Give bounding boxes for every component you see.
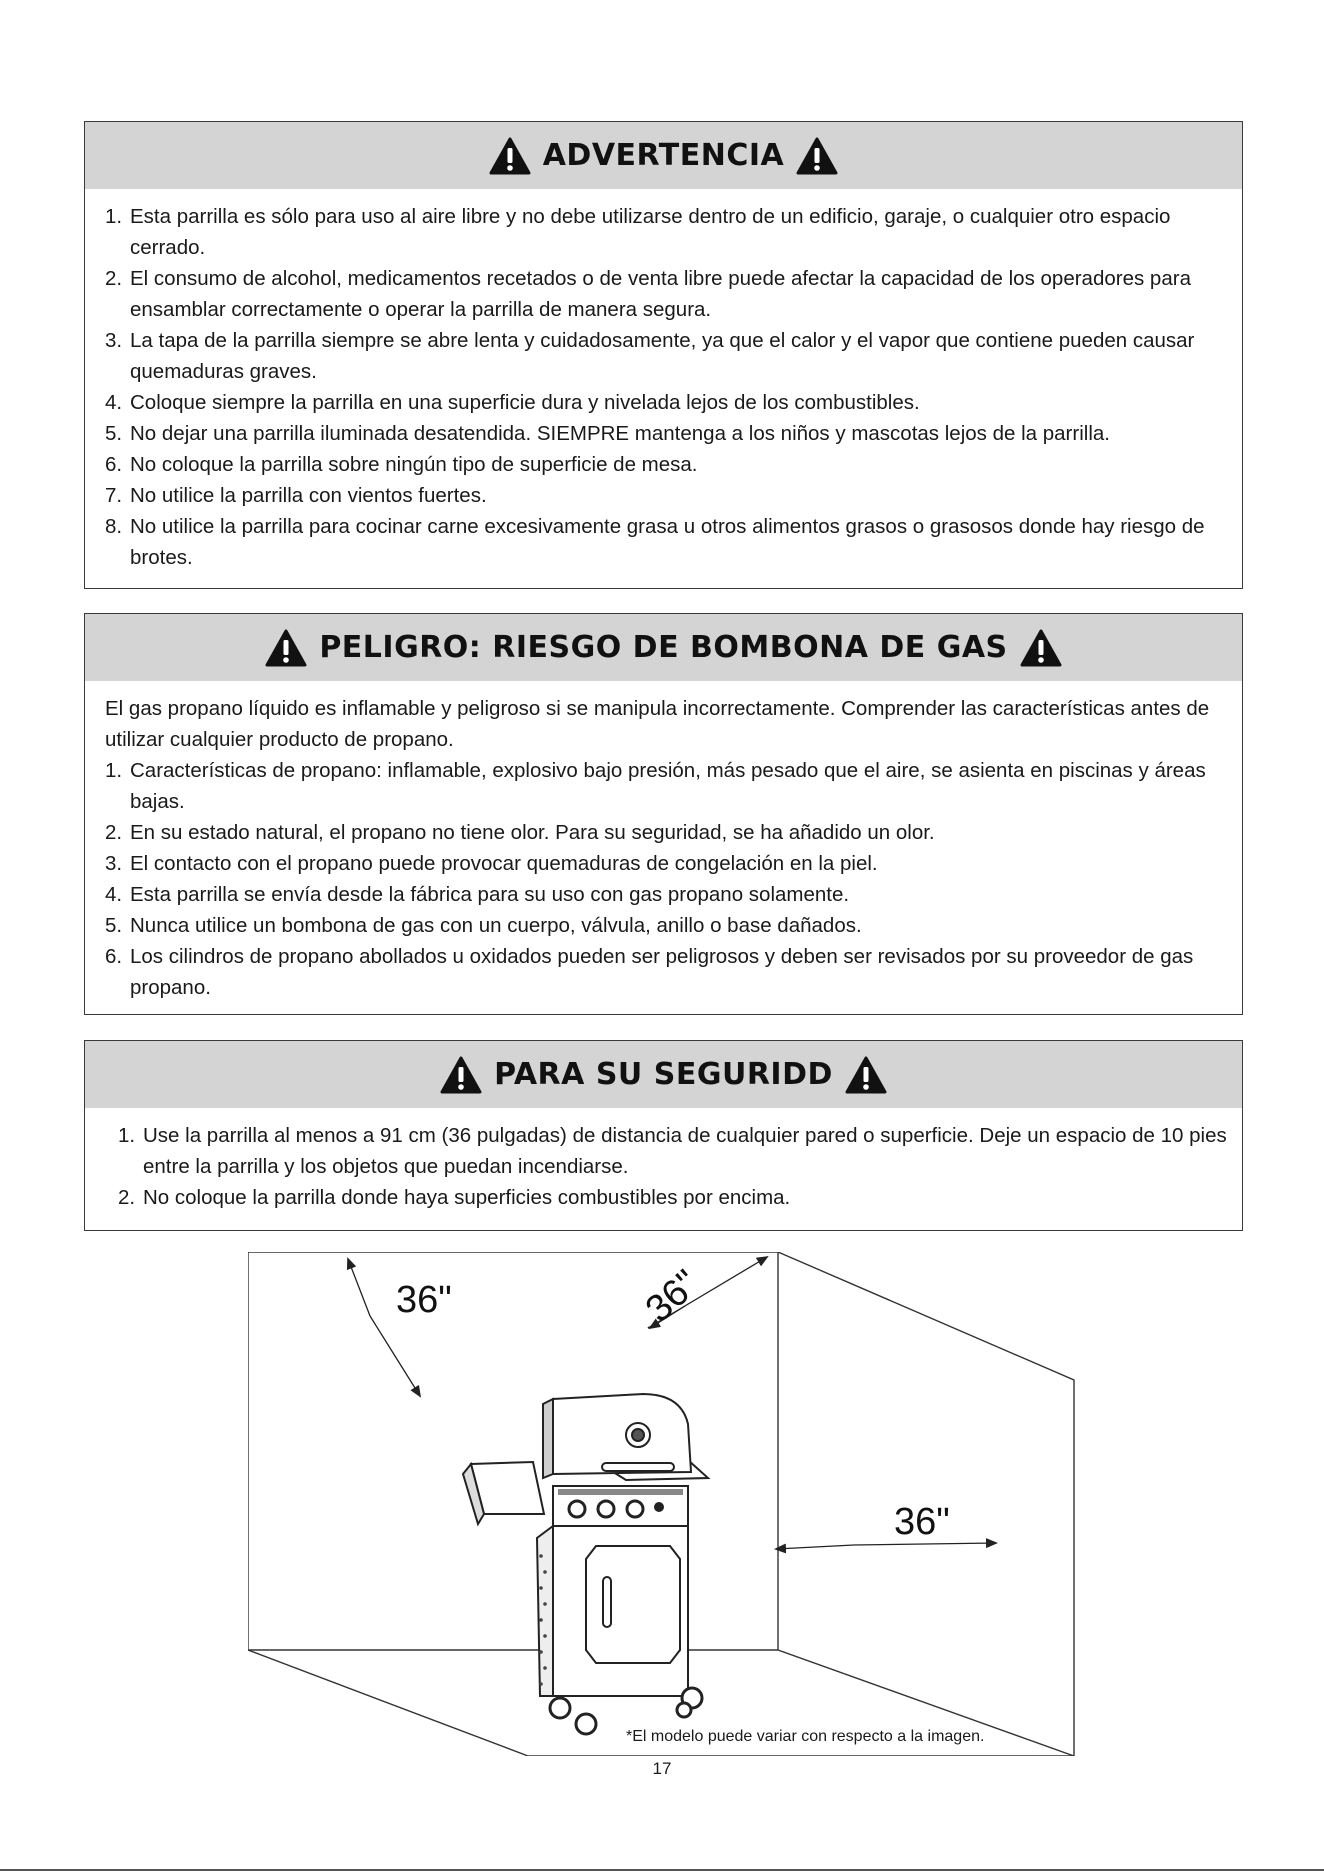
item-number: 7.: [105, 484, 123, 507]
left-dimension-label: 36": [396, 1279, 452, 1321]
warning-triangle-icon: [845, 1056, 887, 1094]
warning-list: [105, 201, 1228, 573]
item-number: 1.: [118, 1124, 136, 1147]
safety-section: [84, 1040, 1243, 1231]
section-title: PARA SU SEGURIDD: [494, 1057, 833, 1092]
list-item: [105, 1182, 1228, 1213]
warning-triangle-icon: [440, 1056, 482, 1094]
page-number: 17: [652, 1759, 672, 1778]
item-text: Nunca utilice un bombona de gas con un cuerpo, válvula, anillo o base dañados.: [130, 914, 862, 937]
item-number: 1.: [105, 759, 123, 782]
item-text: No utilice la parrilla para cocinar carne excesivamente grasa u otros alimentos grasos o grasosos donde hay riesgo de brotes.: [130, 515, 1205, 569]
section-body: [85, 1108, 1242, 1227]
list-item: [105, 511, 1228, 573]
clearance-illustration: [248, 1252, 1078, 1756]
item-text: La tapa de la parrilla siempre se abre lenta y cuidadosamente, ya que el calor y el vapor que contiene pueden causar quemaduras graves.: [130, 329, 1195, 383]
item-text: Coloque siempre la parrilla en una superficie dura y nivelada lejos de los combustibles.: [130, 391, 920, 414]
item-text: El consumo de alcohol, medicamentos recetados o de venta libre puede afectar la capacidad de los operadores para ensamblar correctamente o operar la parrilla de manera segura.: [130, 267, 1191, 321]
item-text: El contacto con el propano puede provocar quemaduras de congelación en la piel.: [130, 852, 878, 875]
item-number: 2.: [118, 1186, 136, 1209]
right-clearance-arrow: [776, 1545, 854, 1549]
warning-triangle-icon: [489, 137, 531, 175]
left-clearance-arrow: [348, 1259, 370, 1316]
item-text: Use la parrilla al menos a 91 cm (36 pulgadas) de distancia de cualquier pared o superficie. Deje un espacio de 10 pies entre la parrilla y los objetos que puedan incendiarse.: [143, 1124, 1227, 1178]
list-item: [105, 910, 1228, 941]
list-item: [105, 418, 1228, 449]
item-text: Características de propano: inflamable, explosivo bajo presión, más pesado que el aire, se asienta en piscinas y áreas bajas.: [130, 759, 1206, 813]
figure-caption: *El modelo puede variar con respecto a la imagen.: [626, 1728, 985, 1745]
item-number: 6.: [105, 453, 123, 476]
intro-paragraph: El gas propano líquido es inflamable y peligroso si se manipula incorrectamente. Comprender las características antes de utilizar cualquier producto de propano.: [105, 697, 1210, 751]
item-number: 8.: [105, 515, 123, 538]
item-text: Esta parrilla es sólo para uso al aire libre y no debe utilizarse dentro de un edificio, garaje, o cualquier otro espacio cerrado.: [130, 205, 1171, 259]
item-text: Esta parrilla se envía desde la fábrica para su uso con gas propano solamente.: [130, 883, 850, 906]
item-text: No utilice la parrilla con vientos fuertes.: [130, 484, 487, 507]
warning-section: [84, 121, 1243, 589]
right-dimension-label: 36": [894, 1501, 950, 1543]
item-number: 1.: [105, 205, 123, 228]
safety-list: [105, 1120, 1228, 1213]
item-number: 3.: [105, 329, 123, 352]
item-number: 4.: [105, 391, 123, 414]
item-text: No coloque la parrilla donde haya superficies combustibles por encima.: [143, 1186, 791, 1209]
danger-section: [84, 613, 1243, 1015]
item-text: No coloque la parrilla sobre ningún tipo de superficie de mesa.: [130, 453, 698, 476]
list-item: [105, 387, 1228, 418]
section-title: ADVERTENCIA: [542, 138, 785, 173]
list-item: [105, 201, 1228, 263]
grill-clearance-diagram: [248, 1252, 1078, 1756]
list-item: [105, 848, 1228, 879]
section-header: [85, 614, 1242, 681]
list-item: [105, 449, 1228, 480]
item-number: 5.: [105, 914, 123, 937]
section-header: [85, 1041, 1242, 1108]
list-item: [105, 263, 1228, 325]
grill-drawing: [463, 1394, 708, 1734]
warning-triangle-icon: [796, 137, 838, 175]
section-header: [85, 122, 1242, 189]
item-number: 3.: [105, 852, 123, 875]
list-item: [105, 480, 1228, 511]
item-text: No dejar una parrilla iluminada desatendida. SIEMPRE mantenga a los niños y mascotas lejos de la parrilla.: [130, 422, 1110, 445]
item-text: En su estado natural, el propano no tiene olor. Para su seguridad, se ha añadido un olor.: [130, 821, 935, 844]
back-dimension-label: 36": [637, 1262, 708, 1331]
item-text: Los cilindros de propano abollados u oxidados pueden ser peligrosos y deben ser revisados por su proveedor de gas propano.: [130, 945, 1194, 999]
danger-list: [105, 755, 1228, 1003]
back-clearance-arrow: [648, 1327, 649, 1328]
list-item: [105, 755, 1228, 817]
item-number: 6.: [105, 945, 123, 968]
list-item: [105, 325, 1228, 387]
list-item: [105, 817, 1228, 848]
item-number: 2.: [105, 821, 123, 844]
item-number: 5.: [105, 422, 123, 445]
bottom-rule: [0, 1869, 1324, 1871]
left-clearance-arrow: [370, 1316, 420, 1396]
section-body: [85, 681, 1242, 1017]
warning-triangle-icon: [265, 629, 307, 667]
warning-triangle-icon: [1020, 629, 1062, 667]
list-item: [105, 941, 1228, 1003]
list-item: [105, 1120, 1228, 1182]
right-clearance-arrow: [854, 1543, 996, 1545]
list-item: [105, 879, 1228, 910]
item-number: 4.: [105, 883, 123, 906]
section-title: PELIGRO: RIESGO DE BOMBONA DE GAS: [319, 630, 1008, 665]
section-body: [85, 189, 1242, 587]
item-number: 2.: [105, 267, 123, 290]
